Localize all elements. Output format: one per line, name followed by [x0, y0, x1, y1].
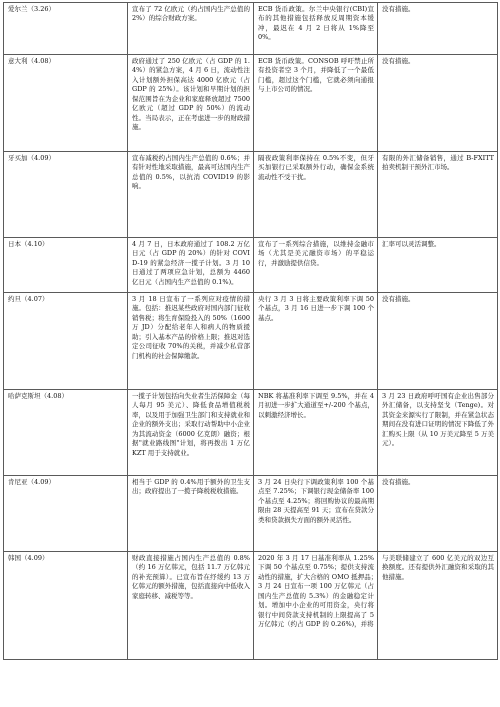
fx-measures-cell: 没有措施。: [378, 476, 498, 552]
table-row: [4, 3, 498, 55]
fiscal-measures-cell: 财政直接措施占国内生产总值的 0.8%（约 16 万亿韩元，包括 11.7 万亿韩元的补充预算）。已宣布旨在纾缓约 13 万亿韩元的额外措施，包括直接向中低收入家庭转移、减税等等。: [128, 552, 254, 660]
fiscal-measures-cell: 4 月 7 日，日本政府通过了 108.2 万亿日元（占 GDP 的 20%）的针对 COVID-19 的紧急经济一揽子计划。3 月 10 日通过了两项应急计划，总额为 4460 亿日元（占国内生产总值的 0.1%)。: [128, 238, 254, 293]
country-cell: 韩国（4.09）: [4, 552, 128, 660]
fx-measures-cell: 没有措施。: [378, 293, 498, 390]
fx-measures-cell: 3 月 23 日政府呼吁国有企业出售部分外汇储备，以支持坚戈（Tenge)。对其资金来源实行了限制，并在紧急状态期间在没有进口证明的情况下降低了外汇购买上限（从 10 万美元降至 5 万美元）。: [378, 390, 498, 476]
fiscal-measures-cell: 政府通过了 250 亿欧元（占 GDP 的 1.4%）的紧急方案，4 月 6 日，流动性注入计划额外担保高达 4000 亿欧元（占 GDP 的 25%）。该计划和早期计划的担保范围旨在为企业和家庭释放超过 7500 亿欧元（超过 GDP 的 50%）的流动性。当局表示，正在考虑进一步的财政措施。: [128, 55, 254, 152]
fiscal-measures-cell: 宣布减税约占国内生产总值的 0.6%；并有针对性地采取措施，最高可达国内生产总值的 0.5%，以抗消 COVID19 的影响。: [128, 152, 254, 238]
table-row: [4, 55, 498, 152]
monetary-measures-cell: ECB 货币政策。尔兰中央银行(CBI)宣布的其他措施包括释放反周期资本缓冲，最迟在 4 月 2 日将从 1%降至 0%。: [254, 3, 378, 55]
country-cell: 哈萨克斯坦（4.08）: [4, 390, 128, 476]
table-row: [4, 476, 498, 552]
fx-measures-cell: 有限的外汇储备销售，通过 B-FXITT 拍卖机制干预外汇市场。: [378, 152, 498, 238]
fx-measures-cell: 没有措施。: [378, 55, 498, 152]
table-row: [4, 390, 498, 476]
fiscal-measures-cell: 一揽子计划包括向失业者生活保障金（每人每月 95 美元）、降低食品增值税税率，以及用于加强卫生部门和支持就业和企业的额外支出；采取行动帮助中小企业为其流动资金（6000 亿克朗）融资；根据"就业路线图"计划，将再拨出 1 万亿 KZT 用于支持就业。: [128, 390, 254, 476]
country-cell: 约旦（4.07）: [4, 293, 128, 390]
policy-measures-table: [3, 2, 498, 660]
country-cell: 爱尔兰（3.26）: [4, 3, 128, 55]
table-row: [4, 552, 498, 660]
fx-measures-cell: 与美联储建立了 600 亿美元的双边互换额度。还有提供外汇融资和采取的其他措施。: [378, 552, 498, 660]
monetary-measures-cell: [254, 552, 378, 660]
table-row: [4, 293, 498, 390]
country-cell: 牙买加（4.09）: [4, 152, 128, 238]
fiscal-measures-cell: 3 月 18 日宣布了一系列应对疫情的措施。包括：推迟某些政府对国内部门征收销售税；将生育保险投入的 50%（1600 万 JD）分配给老年人和病人的物质援助；引入基本产品的价格上限；推迟对选定公司征收 70%的关税，并减少私营部门机构的社会保障缴款。: [128, 293, 254, 390]
fiscal-measures-cell: 宣布了 72 亿欧元（约占国内生产总值的 2%）的综合财政方案。: [128, 3, 254, 55]
country-cell: 意大利（4.08）: [4, 55, 128, 152]
country-cell: 日本（4.10）: [4, 238, 128, 293]
monetary-measures-cell: 宣布了一系列综合措施，以维持金融市场（尤其是美元融资市场）的平稳运行，并激励提供信贷。: [254, 238, 378, 293]
table-row: [4, 152, 498, 238]
monetary-measures-cell: 央行 3 月 3 日将主要政策利率下调 50 个基点，3 月 16 日进一步下调 100 个基点。: [254, 293, 378, 390]
monetary-measures-cell: 隔夜政策利率保持在 0.5%不变，但牙买加银行已采取额外行动，确保金系统流动性不受干扰。: [254, 152, 378, 238]
fx-measures-cell: 没有措施。: [378, 3, 498, 55]
monetary-measures-cell: 3 月 24 日央行下调政策利率 100 个基点至 7.25%；下调银行现金储备率 100 个基点至 4.25%；将回购协议的最高期限由 28 天提高至 91 天；宣布在贷款分类和贷款损失方面的额外灵活性。: [254, 476, 378, 552]
table-row: [4, 238, 498, 293]
fiscal-measures-cell: 相当于 GDP 的 0.4%用于额外的卫生支出；政府提出了一揽子降税税收措施。: [128, 476, 254, 552]
fx-measures-cell: 汇率可以灵活调整。: [378, 238, 498, 293]
monetary-measures-text: 2020 年 3 月 17 日基准利率从 1.25%下调 50 个基点至 0.75%；提供支持流动性的措施，扩大合格的 OMO 抵押品； 3 月 24 日宣布一项 100 万亿韩元（占国内生产总值的 5.3%）的金融稳定计划。增加中小企业的可用资金，央行将银行中间贷款支持机制的上限提高了 5 万亿韩元（约占 GDP 的 0.26%)，并将: [258, 554, 374, 629]
monetary-measures-cell: ECB 货币政策。CONSOB 呼吁禁止所有投资者空 3 个月，并降低了一个最低门槛，超过这个门槛，它就必须向通报与上市公司的情况。: [254, 55, 378, 152]
monetary-measures-cell: NBK 将基准利率下调至 9.5%，并在 4 月初进一步扩大通道至+/-200 个基点，以刺激经济增长。: [254, 390, 378, 476]
country-cell: 肯尼亚（4.09）: [4, 476, 128, 552]
